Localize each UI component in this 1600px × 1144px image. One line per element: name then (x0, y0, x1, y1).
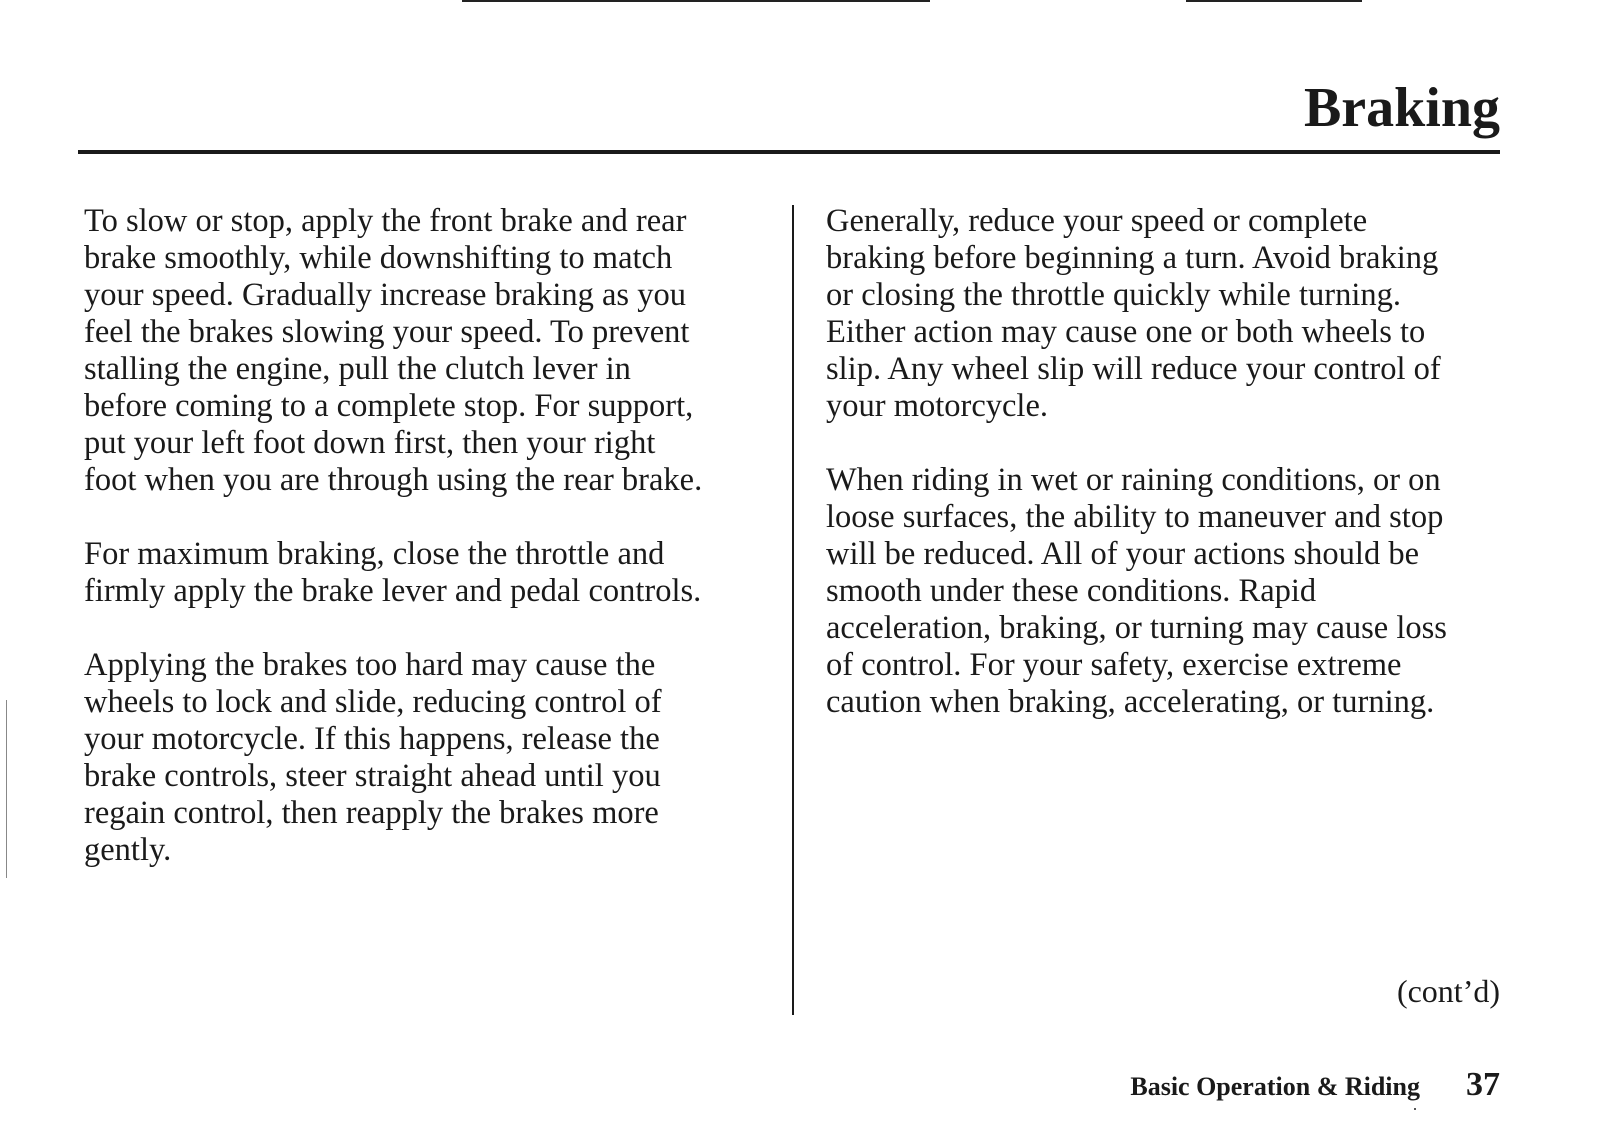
page-number: 37 (1466, 1066, 1500, 1103)
scan-speck (1414, 1108, 1416, 1110)
page-title: Braking (1303, 77, 1500, 139)
footer-section-title: Basic Operation & Riding (1130, 1072, 1420, 1101)
title-rule (78, 150, 1500, 154)
paragraph-maximum-braking: For maximum braking, close the throttle and firmly apply the brake lever and pedal controls. (84, 536, 702, 609)
left-column (84, 203, 784, 906)
scan-top-line-left (462, 0, 930, 2)
paragraph-before-turn: Generally, reduce your speed or complete braking before beginning a turn. Avoid braking or closing the throttle quickly while turning. Either action may cause one or both wheels to slip. Any wheel slip will reduce your control of your motorcycle. (826, 203, 1441, 424)
continued-label: (cont’d) (1396, 973, 1500, 1009)
paragraph-slow-or-stop: To slow or stop, apply the front brake and rear brake smoothly, while downshifting to match your speed. Gradually increase braking as you feel the brakes slowing your speed. To prevent stalling the engine, pull the clutch lever in before coming to a complete stop. For support, put your left foot down first, then your right foot when you are through using the rear brake. (84, 203, 703, 498)
column-divider (792, 205, 794, 1015)
scan-left-edge-line (6, 700, 7, 878)
paragraph-brakes-too-hard: Applying the brakes too hard may cause the wheels to lock and slide, reducing control of your motorcycle. If this happens, release the brake controls, steer straight ahead until you regain control, then reapply the brakes more gently. (84, 647, 662, 868)
right-column (826, 203, 1506, 758)
paragraph-wet-conditions: When riding in wet or raining conditions, or on loose surfaces, the ability to maneuver and stop will be reduced. All of your actions should be smooth under these conditions. Rapid acceleration, braking, or turning may cause loss of control. For your safety, exercise extreme caution when braking, accelerating, or turning. (826, 462, 1447, 720)
page-footer (1130, 1066, 1500, 1104)
scan-top-line-right (1186, 0, 1362, 2)
